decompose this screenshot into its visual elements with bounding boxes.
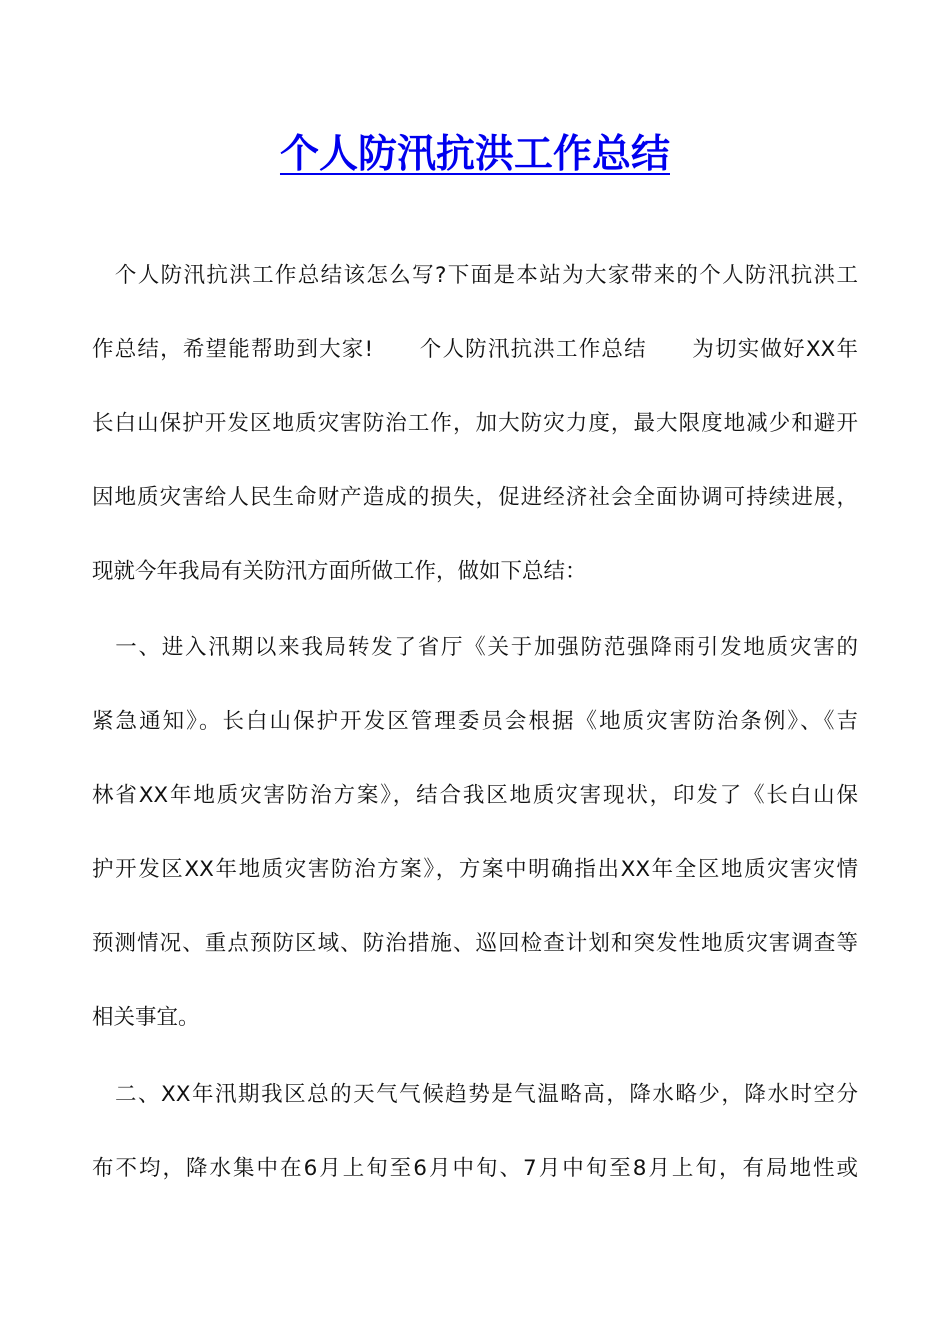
document-title[interactable]: 个人防汛抗洪工作总结 xyxy=(279,131,670,177)
paragraph-line: 紧急通知》。长白山保护开发区管理委员会根据《地质灾害防治条例》、《吉 xyxy=(92,709,858,734)
paragraph-line: 作总结，希望能帮助到大家! 个人防汛抗洪工作总结 为切实做好XX年 xyxy=(92,337,858,362)
paragraph-line: 因地质灾害给人民生命财产造成的损失，促进经济社会全面协调可持续进展， xyxy=(92,485,858,510)
paragraph-line: 二、XX年汛期我区总的天气气候趋势是气温略高，降水略少，降水时空分 xyxy=(92,1082,858,1107)
paragraph-line: 现就今年我局有关防汛方面所做工作，做如下总结： xyxy=(92,559,587,584)
paragraph-line: 长白山保护开发区地质灾害防治工作，加大防灾力度，最大限度地减少和避开 xyxy=(92,411,858,436)
paragraph-line: 林省XX年地质灾害防治方案》，结合我区地质灾害现状，印发了《长白山保 xyxy=(92,783,858,808)
paragraph-line: 个人防汛抗洪工作总结该怎么写?下面是本站为大家带来的个人防汛抗洪工 xyxy=(92,263,858,288)
paragraph-line: 护开发区XX年地质灾害防治方案》，方案中明确指出XX年全区地质灾害灾情 xyxy=(92,857,858,882)
paragraph-line: 相关事宜。 xyxy=(92,1005,200,1030)
paragraph-line: 布不均，降水集中在6月上旬至6月中旬、7月中旬至8月上旬，有局地性或 xyxy=(92,1156,858,1181)
paragraph-line: 预测情况、重点预防区域、防治措施、巡回检查计划和突发性地质灾害调查等 xyxy=(92,931,858,956)
paragraph-line: 一、进入汛期以来我局转发了省厅《关于加强防范强降雨引发地质灾害的 xyxy=(92,635,858,660)
